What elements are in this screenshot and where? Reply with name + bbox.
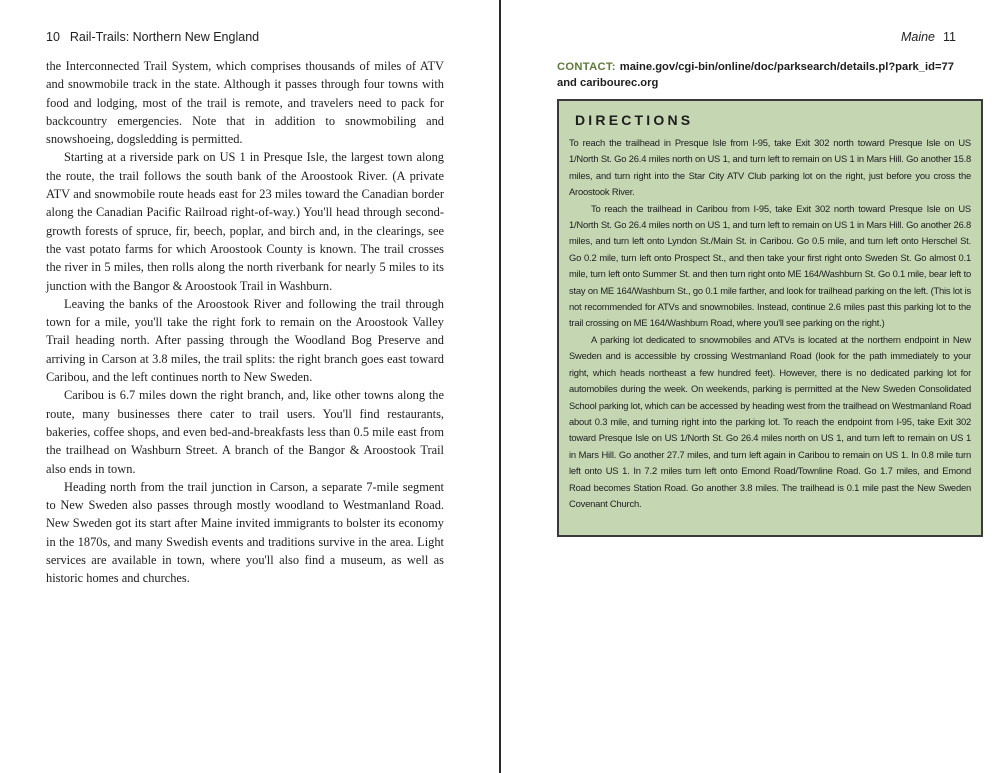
directions-paragraph: To reach the trailhead in Caribou from I-95, take Exit 302 north toward Presque Isle on US 1/North St. Go 26.4 miles north on US 1, and turn left to remain on US 1 in Mars Hill. Go another 26.8 miles, and turn left onto Lyndon St./Main St. in Caribou. Go 0.5 mile, and turn left onto Herschel St. Go 0.2 mile, turn left onto Prospect St., and then take your first right onto Sweden St. Go almost 0.1 mile, turn left onto Summer St. and then turn right onto ME 164/Washburn St. Go 0.1 mile, bear left to stay on ME 164/Washburn St., go 0.1 mile farther, and look for trailhead parking on the left. (This lot is not recommended for ATVs and snowmobiles. Instead, continue 2.6 miles past this parking lot to the trail crossing on ME 164/Washburn Road, where you'll see parking on the right.) (569, 202, 971, 329)
right-running-head (901, 30, 956, 44)
paragraph: Starting at a riverside park on US 1 in Presque Isle, the largest town along the route, the trail follows the south bank of the Aroostook River. (A private ATV and snowmobile route heads east for 23 miles toward the Canadian border along the Canadian Pacific Railroad right-of-way.) You'll head through second-growth forests of spruce, fir, beech, poplar, and birch and, in the clearings, see the vast potato farms for which Aroostook County is known. The trail crosses the river in 5 miles, then rolls along the north riverbank for nearly 5 miles to its junction with the Bangor & Aroostook Trail in Washburn. (46, 150, 444, 293)
paragraph: Caribou is 6.7 miles down the right branch, and, like other towns along the route, many businesses there cater to trail users. You'll find restaurants, bakeries, coffee shops, and even bed-and-breakfasts less than 0.5 mile east from the trailhead on Washburn Street. A branch of the Bangor & Aroostook Trail also ends in town. (46, 388, 444, 476)
left-page (0, 0, 499, 773)
right-page-number: 11 (943, 30, 956, 44)
book-title: Rail-Trails: Northern New England (69, 30, 260, 44)
directions-body (569, 135, 971, 512)
left-body-text (46, 57, 444, 588)
directions-title: DIRECTIONS (575, 112, 694, 128)
paragraph: Heading north from the trail junction in Carson, a separate 7-mile segment to New Sweden also passes through mostly woodland to Westmanland Road. New Sweden got its start after Maine invited immigrants to bolster its economy in the 1870s, and many Swedish events and traditions survive in the area. Light services are available in town, where you'll also find a museum, as well as historic homes and churches. (46, 479, 444, 586)
directions-paragraph: To reach the trailhead in Presque Isle from I-95, take Exit 302 north toward Presque Isle on US 1/North St. Go 26.4 miles north on US 1, and turn left to remain on US 1 in Mars Hill. Go another 15.8 miles, and turn right into the Star City ATV Club parking lot on the right, just before you cross the Aroostook River. (569, 137, 971, 198)
contact-info (557, 60, 957, 91)
section-state: Maine (900, 30, 936, 44)
paragraph: Leaving the banks of the Aroostook River and following the trail through town for a mile, you'll take the right fork to remain on the Aroostook Valley Trail heading north. After passing through the Woodland Bog Preserve and arriving in Carson at 3.8 miles, the trail splits: the right branch goes east toward Caribou, and the left continues north to New Sweden. (46, 296, 444, 385)
right-page (501, 0, 1000, 773)
contact-text: maine.gov/cgi-bin/online/doc/parksearch/details.pl?park_id=77 and caribourec.org (557, 61, 954, 89)
directions-paragraph: A parking lot dedicated to snowmobiles and ATVs is located at the northern endpoint in New Sweden and is accessible by crossing Westmanland Road (look for the path immediately to your right, which heads northeast a few hundred feet). However, there is no dedicated parking lot for automobiles during the week. On weekends, parking is permitted at the New Sweden Consolidated School parking lot, which can be accessed by heading west from the trailhead on Westmanland Road about 0.3 mile, and turning right into the parking lot. To reach the endpoint from I-95, take Exit 302 toward Presque Isle on US 1/North St. Go 26.4 miles north on US 1, and turn left to remain on US 1 in Mars Hill. Go another 27.7 miles, and turn left again in Caribou to remain on US 1. In 0.8 mile turn left onto US 1. In 7.2 miles turn left onto Emond Road/Townline Road. Go 1.7 miles, and Emond Road becomes Station Road. Go another 3.8 miles. The trailhead is 0.1 mile past the New Sweden Covenant Church. (569, 333, 971, 509)
directions-box (557, 99, 983, 537)
paragraph: the Interconnected Trail System, which comprises thousands of miles of ATV and snowmobile track in the state. Although it passes through four towns with food and lodging, most of the trail is remote, and travelers need to pack for backcountry emergencies. Note that in addition to snowmobiling and snowshoeing, dogsledding is permitted. (46, 59, 444, 147)
left-page-number: 10 (46, 30, 60, 44)
contact-label: CONTACT: (557, 61, 616, 73)
left-running-head (46, 30, 259, 44)
